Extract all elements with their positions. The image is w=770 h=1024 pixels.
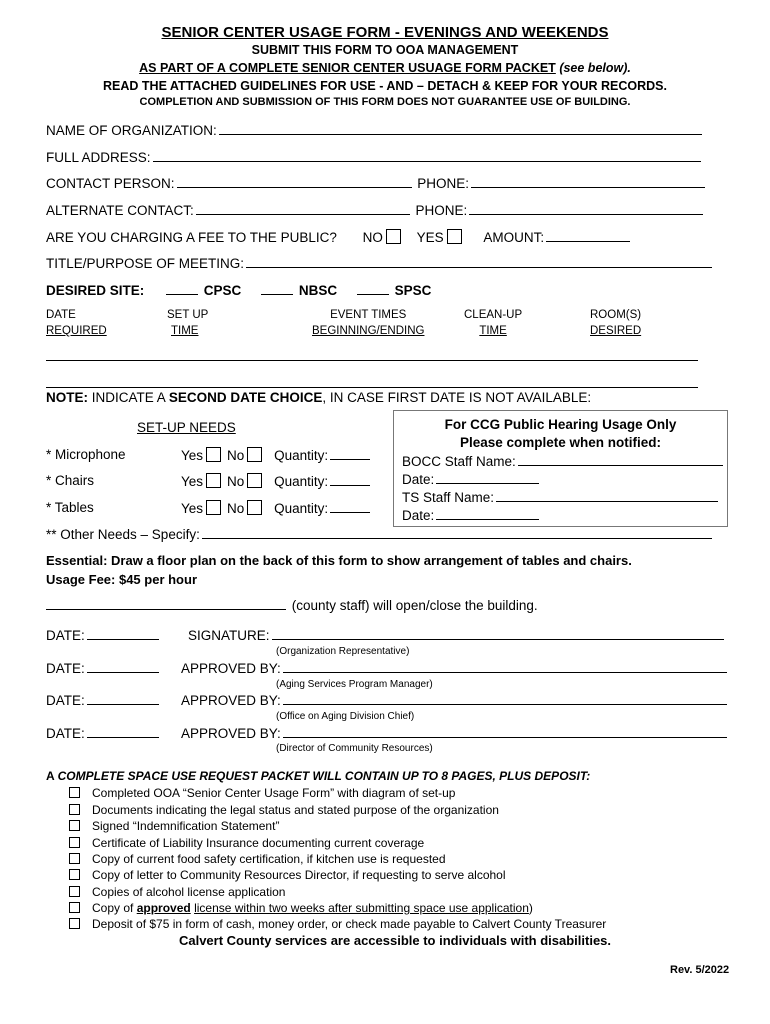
column-event-top: EVENT TIMES bbox=[330, 309, 407, 321]
contact-field[interactable] bbox=[177, 176, 412, 188]
other-needs-label: ** Other Needs – Specify: bbox=[46, 527, 200, 542]
bocc-staff-label: BOCC Staff Name: bbox=[402, 454, 516, 469]
bocc-staff-field[interactable] bbox=[518, 454, 723, 466]
approval-field-3[interactable] bbox=[283, 726, 727, 738]
packet-item-text-3: Signed “Indemnification Statement” bbox=[92, 819, 280, 833]
amount-label: AMOUNT: bbox=[483, 230, 545, 245]
signature-date-field-4[interactable] bbox=[87, 726, 159, 738]
signature-date-label-2: DATE: bbox=[46, 661, 85, 676]
signature-date-label-4: DATE: bbox=[46, 726, 85, 741]
floor-plan-instruction: Essential: Draw a floor plan on the back of this form to show arrangement of tables and chairs. bbox=[46, 553, 632, 568]
column-setup-top: SET UP bbox=[167, 309, 209, 321]
approval-field-2[interactable] bbox=[283, 693, 727, 705]
packet-checkbox-6[interactable] bbox=[69, 869, 80, 880]
microphone-yes-label: Yes bbox=[181, 448, 204, 463]
county-staff-field[interactable] bbox=[46, 598, 286, 610]
desired-site-label: DESIRED SITE: bbox=[46, 283, 145, 298]
column-setup-bottom: TIME bbox=[171, 325, 199, 337]
microphone-no-label: No bbox=[227, 448, 245, 463]
second-date-note bbox=[46, 390, 591, 405]
column-cleanup-top: CLEAN-UP bbox=[464, 309, 523, 321]
packet-item-text-7: Copies of alcohol license application bbox=[92, 885, 286, 899]
packet-heading-a: A bbox=[46, 769, 55, 783]
tables-yes-label: Yes bbox=[181, 501, 204, 516]
note-emphasis: SECOND DATE CHOICE bbox=[168, 390, 323, 405]
packet-heading-text: COMPLETE SPACE USE REQUEST PACKET WILL CONTAIN UP TO 8 PAGES, PLUS DEPOSIT: bbox=[57, 769, 591, 783]
phone-label: PHONE: bbox=[417, 176, 470, 191]
bocc-staff-row bbox=[402, 454, 725, 469]
packet-item-9 bbox=[69, 917, 606, 931]
ts-staff-field[interactable] bbox=[496, 490, 718, 502]
column-rooms bbox=[590, 307, 641, 339]
other-needs-row bbox=[46, 527, 714, 542]
header-line-submit: SUBMIT THIS FORM TO OOA MANAGEMENT bbox=[251, 43, 519, 57]
column-date-top: DATE bbox=[46, 309, 76, 321]
signature-date-label-1: DATE: bbox=[46, 628, 85, 643]
approval-row-2 bbox=[181, 693, 729, 708]
address-row bbox=[46, 150, 703, 165]
microphone-options bbox=[181, 447, 372, 463]
packet-approved-word: approved bbox=[136, 901, 191, 915]
approval-row-1 bbox=[181, 661, 729, 676]
bocc-date-row bbox=[402, 472, 541, 487]
tables-quantity-label: Quantity: bbox=[274, 501, 329, 516]
first-date-line[interactable] bbox=[46, 360, 698, 361]
signature-date-label-3: DATE: bbox=[46, 693, 85, 708]
microphone-yes-checkbox[interactable] bbox=[206, 447, 221, 462]
packet-item-text-4: Certificate of Liability Insurance documenting current coverage bbox=[92, 836, 425, 850]
tables-no-label: No bbox=[227, 501, 245, 516]
fee-no-label: NO bbox=[362, 230, 383, 245]
column-date-bottom: REQUIRED bbox=[46, 325, 107, 337]
signature-label: SIGNATURE: bbox=[188, 628, 270, 643]
organization-label: NAME OF ORGANIZATION: bbox=[46, 123, 217, 138]
packet-item-7 bbox=[69, 885, 285, 899]
tables-options bbox=[181, 500, 372, 516]
tables-yes-checkbox[interactable] bbox=[206, 500, 221, 515]
see-below-note: (see below). bbox=[559, 61, 631, 75]
contact-row bbox=[46, 176, 707, 191]
signature-caption-2: (Aging Services Program Manager) bbox=[276, 679, 433, 690]
county-staff-row bbox=[46, 598, 538, 613]
ccg-subtitle: Please complete when notified: bbox=[459, 435, 662, 450]
site-nbsc-field[interactable] bbox=[261, 283, 293, 295]
approval-row-3 bbox=[181, 726, 729, 741]
ts-date-field[interactable] bbox=[436, 508, 539, 520]
signature-date-row-2 bbox=[46, 661, 161, 676]
packet-checkbox-7[interactable] bbox=[69, 886, 80, 897]
form-title bbox=[0, 24, 770, 41]
tables-quantity-field[interactable] bbox=[330, 501, 370, 513]
ts-staff-label: TS Staff Name: bbox=[402, 490, 495, 505]
chairs-yes-checkbox[interactable] bbox=[206, 473, 221, 488]
signature-caption-1: (Organization Representative) bbox=[276, 646, 410, 657]
fee-row bbox=[46, 229, 632, 245]
chairs-no-checkbox[interactable] bbox=[247, 473, 262, 488]
packet-heading bbox=[46, 769, 590, 783]
header-line-guidelines: READ THE ATTACHED GUIDELINES FOR USE - AND – DETACH & KEEP FOR YOUR RECORDS. bbox=[103, 79, 667, 93]
signature-date-row-1 bbox=[46, 628, 161, 643]
usage-fee: Usage Fee: $45 per hour bbox=[46, 572, 197, 587]
contact-label: CONTACT PERSON: bbox=[46, 176, 175, 191]
approval-label-2: APPROVED BY: bbox=[181, 693, 281, 708]
title-purpose-label: TITLE/PURPOSE OF MEETING: bbox=[46, 256, 245, 271]
signature-caption-3: (Office on Aging Division Chief) bbox=[276, 711, 415, 722]
packet-checkbox-5[interactable] bbox=[69, 853, 80, 864]
note-pre: INDICATE A bbox=[91, 390, 166, 405]
phone-field[interactable] bbox=[471, 176, 705, 188]
signature-date-field-3[interactable] bbox=[87, 693, 159, 705]
column-setup bbox=[167, 307, 208, 339]
packet-item-4 bbox=[69, 836, 424, 850]
header-line-disclaimer: COMPLETION AND SUBMISSION OF THIS FORM DOES NOT GUARANTEE USE OF BUILDING. bbox=[139, 96, 631, 108]
packet-approved-close: ) bbox=[528, 901, 533, 915]
column-cleanup bbox=[464, 307, 522, 339]
organization-row bbox=[46, 123, 704, 138]
packet-approved-pre: Copy of bbox=[92, 901, 134, 915]
ccg-title: For CCG Public Hearing Usage Only bbox=[444, 417, 677, 432]
ts-date-row bbox=[402, 508, 541, 523]
form-title-text: SENIOR CENTER USAGE FORM - EVENINGS AND WEEKENDS bbox=[161, 24, 609, 41]
organization-field[interactable] bbox=[219, 123, 702, 135]
fee-yes-label: YES bbox=[416, 230, 444, 245]
column-cleanup-bottom: TIME bbox=[479, 325, 507, 337]
packet-item-text-9: Deposit of $75 in form of cash, money order, or check made payable to Calvert County Treasurer bbox=[92, 917, 607, 931]
tables-no-checkbox[interactable] bbox=[247, 500, 262, 515]
packet-checkbox-8[interactable] bbox=[69, 902, 80, 913]
packet-item-6 bbox=[69, 868, 506, 882]
packet-item-2 bbox=[69, 803, 499, 817]
alternate-phone-label: PHONE: bbox=[415, 203, 468, 218]
column-rooms-top: ROOM(S) bbox=[590, 309, 642, 321]
desired-site-row bbox=[46, 283, 431, 298]
chairs-label: * Chairs bbox=[46, 473, 95, 488]
signature-field[interactable] bbox=[272, 628, 724, 640]
alternate-row bbox=[46, 203, 705, 218]
other-needs-field[interactable] bbox=[202, 527, 712, 539]
signature-date-field-2[interactable] bbox=[87, 661, 159, 673]
alternate-label: ALTERNATE CONTACT: bbox=[46, 203, 194, 218]
site-spsc-field[interactable] bbox=[357, 283, 389, 295]
site-nbsc-label: NBSC bbox=[298, 283, 338, 298]
signature-date-field-1[interactable] bbox=[87, 628, 159, 640]
note-label: NOTE: bbox=[46, 390, 88, 405]
column-event-times bbox=[312, 307, 424, 339]
ts-staff-row bbox=[402, 490, 720, 505]
packet-item-3 bbox=[69, 819, 279, 833]
packet-item-5 bbox=[69, 852, 446, 866]
packet-reference: AS PART OF A COMPLETE SENIOR CENTER USUAGE FORM PACKET bbox=[139, 61, 556, 75]
packet-item-8 bbox=[69, 901, 533, 915]
microphone-quantity-field[interactable] bbox=[330, 448, 370, 460]
fee-question: ARE YOU CHARGING A FEE TO THE PUBLIC? bbox=[46, 230, 337, 245]
signature-caption-4: (Director of Community Resources) bbox=[276, 743, 433, 754]
tables-label: * Tables bbox=[46, 500, 94, 515]
microphone-quantity-label: Quantity: bbox=[274, 448, 329, 463]
chairs-quantity-label: Quantity: bbox=[274, 474, 329, 489]
approval-field-1[interactable] bbox=[283, 661, 727, 673]
revision-label: Rev. 5/2022 bbox=[670, 964, 730, 976]
packet-checkbox-4[interactable] bbox=[69, 837, 80, 848]
title-purpose-field[interactable] bbox=[246, 256, 712, 268]
chairs-quantity-field[interactable] bbox=[330, 474, 370, 486]
microphone-no-checkbox[interactable] bbox=[247, 447, 262, 462]
site-cpsc-field[interactable] bbox=[166, 283, 198, 295]
packet-checkbox-1[interactable] bbox=[69, 787, 80, 798]
accessibility-statement: Calvert County services are accessible to individuals with disabilities. bbox=[178, 933, 612, 948]
signature-row bbox=[188, 628, 726, 643]
header-line-packet bbox=[0, 61, 770, 75]
site-cpsc-label: CPSC bbox=[203, 283, 242, 298]
packet-item-text-2: Documents indicating the legal status and stated purpose of the organization bbox=[92, 803, 499, 817]
signature-date-row-4 bbox=[46, 726, 161, 741]
fee-yes-checkbox[interactable] bbox=[447, 229, 462, 244]
packet-approved-post: license within two weeks after submitting space use application bbox=[194, 901, 529, 915]
bocc-date-field[interactable] bbox=[436, 472, 539, 484]
approval-label-3: APPROVED BY: bbox=[181, 726, 281, 741]
amount-field[interactable] bbox=[546, 230, 630, 242]
alternate-field[interactable] bbox=[196, 203, 410, 215]
packet-item-text-1: Completed OOA “Senior Center Usage Form” with diagram of set-up bbox=[92, 786, 456, 800]
chairs-options bbox=[181, 473, 372, 489]
approval-label-1: APPROVED BY: bbox=[181, 661, 281, 676]
alternate-phone-field[interactable] bbox=[469, 203, 703, 215]
note-post: , IN CASE FIRST DATE IS NOT AVAILABLE: bbox=[322, 390, 592, 405]
chairs-no-label: No bbox=[227, 474, 245, 489]
site-spsc-label: SPSC bbox=[394, 283, 432, 298]
column-date bbox=[46, 307, 107, 339]
ccg-public-hearing-box bbox=[393, 410, 728, 527]
fee-no-checkbox[interactable] bbox=[386, 229, 401, 244]
chairs-yes-label: Yes bbox=[181, 474, 204, 489]
packet-checkbox-3[interactable] bbox=[69, 820, 80, 831]
setup-needs-heading: SET-UP NEEDS bbox=[137, 420, 236, 435]
address-field[interactable] bbox=[153, 150, 701, 162]
address-label: FULL ADDRESS: bbox=[46, 150, 151, 165]
packet-item-1 bbox=[69, 786, 455, 800]
title-purpose-row bbox=[46, 256, 714, 271]
second-date-line[interactable] bbox=[46, 387, 698, 388]
microphone-label: * Microphone bbox=[46, 447, 126, 462]
column-event-bottom: BEGINNING/ENDING bbox=[312, 325, 425, 337]
packet-checkbox-2[interactable] bbox=[69, 804, 80, 815]
packet-item-text-5: Copy of current food safety certification, if kitchen use is requested bbox=[92, 852, 446, 866]
packet-item-text-6: Copy of letter to Community Resources Director, if requesting to serve alcohol bbox=[92, 868, 506, 882]
ts-date-label: Date: bbox=[402, 508, 435, 523]
county-staff-text: (county staff) will open/close the building. bbox=[291, 598, 538, 613]
column-rooms-bottom: DESIRED bbox=[590, 325, 642, 337]
packet-checkbox-9[interactable] bbox=[69, 918, 80, 929]
bocc-date-label: Date: bbox=[402, 472, 435, 487]
signature-date-row-3 bbox=[46, 693, 161, 708]
